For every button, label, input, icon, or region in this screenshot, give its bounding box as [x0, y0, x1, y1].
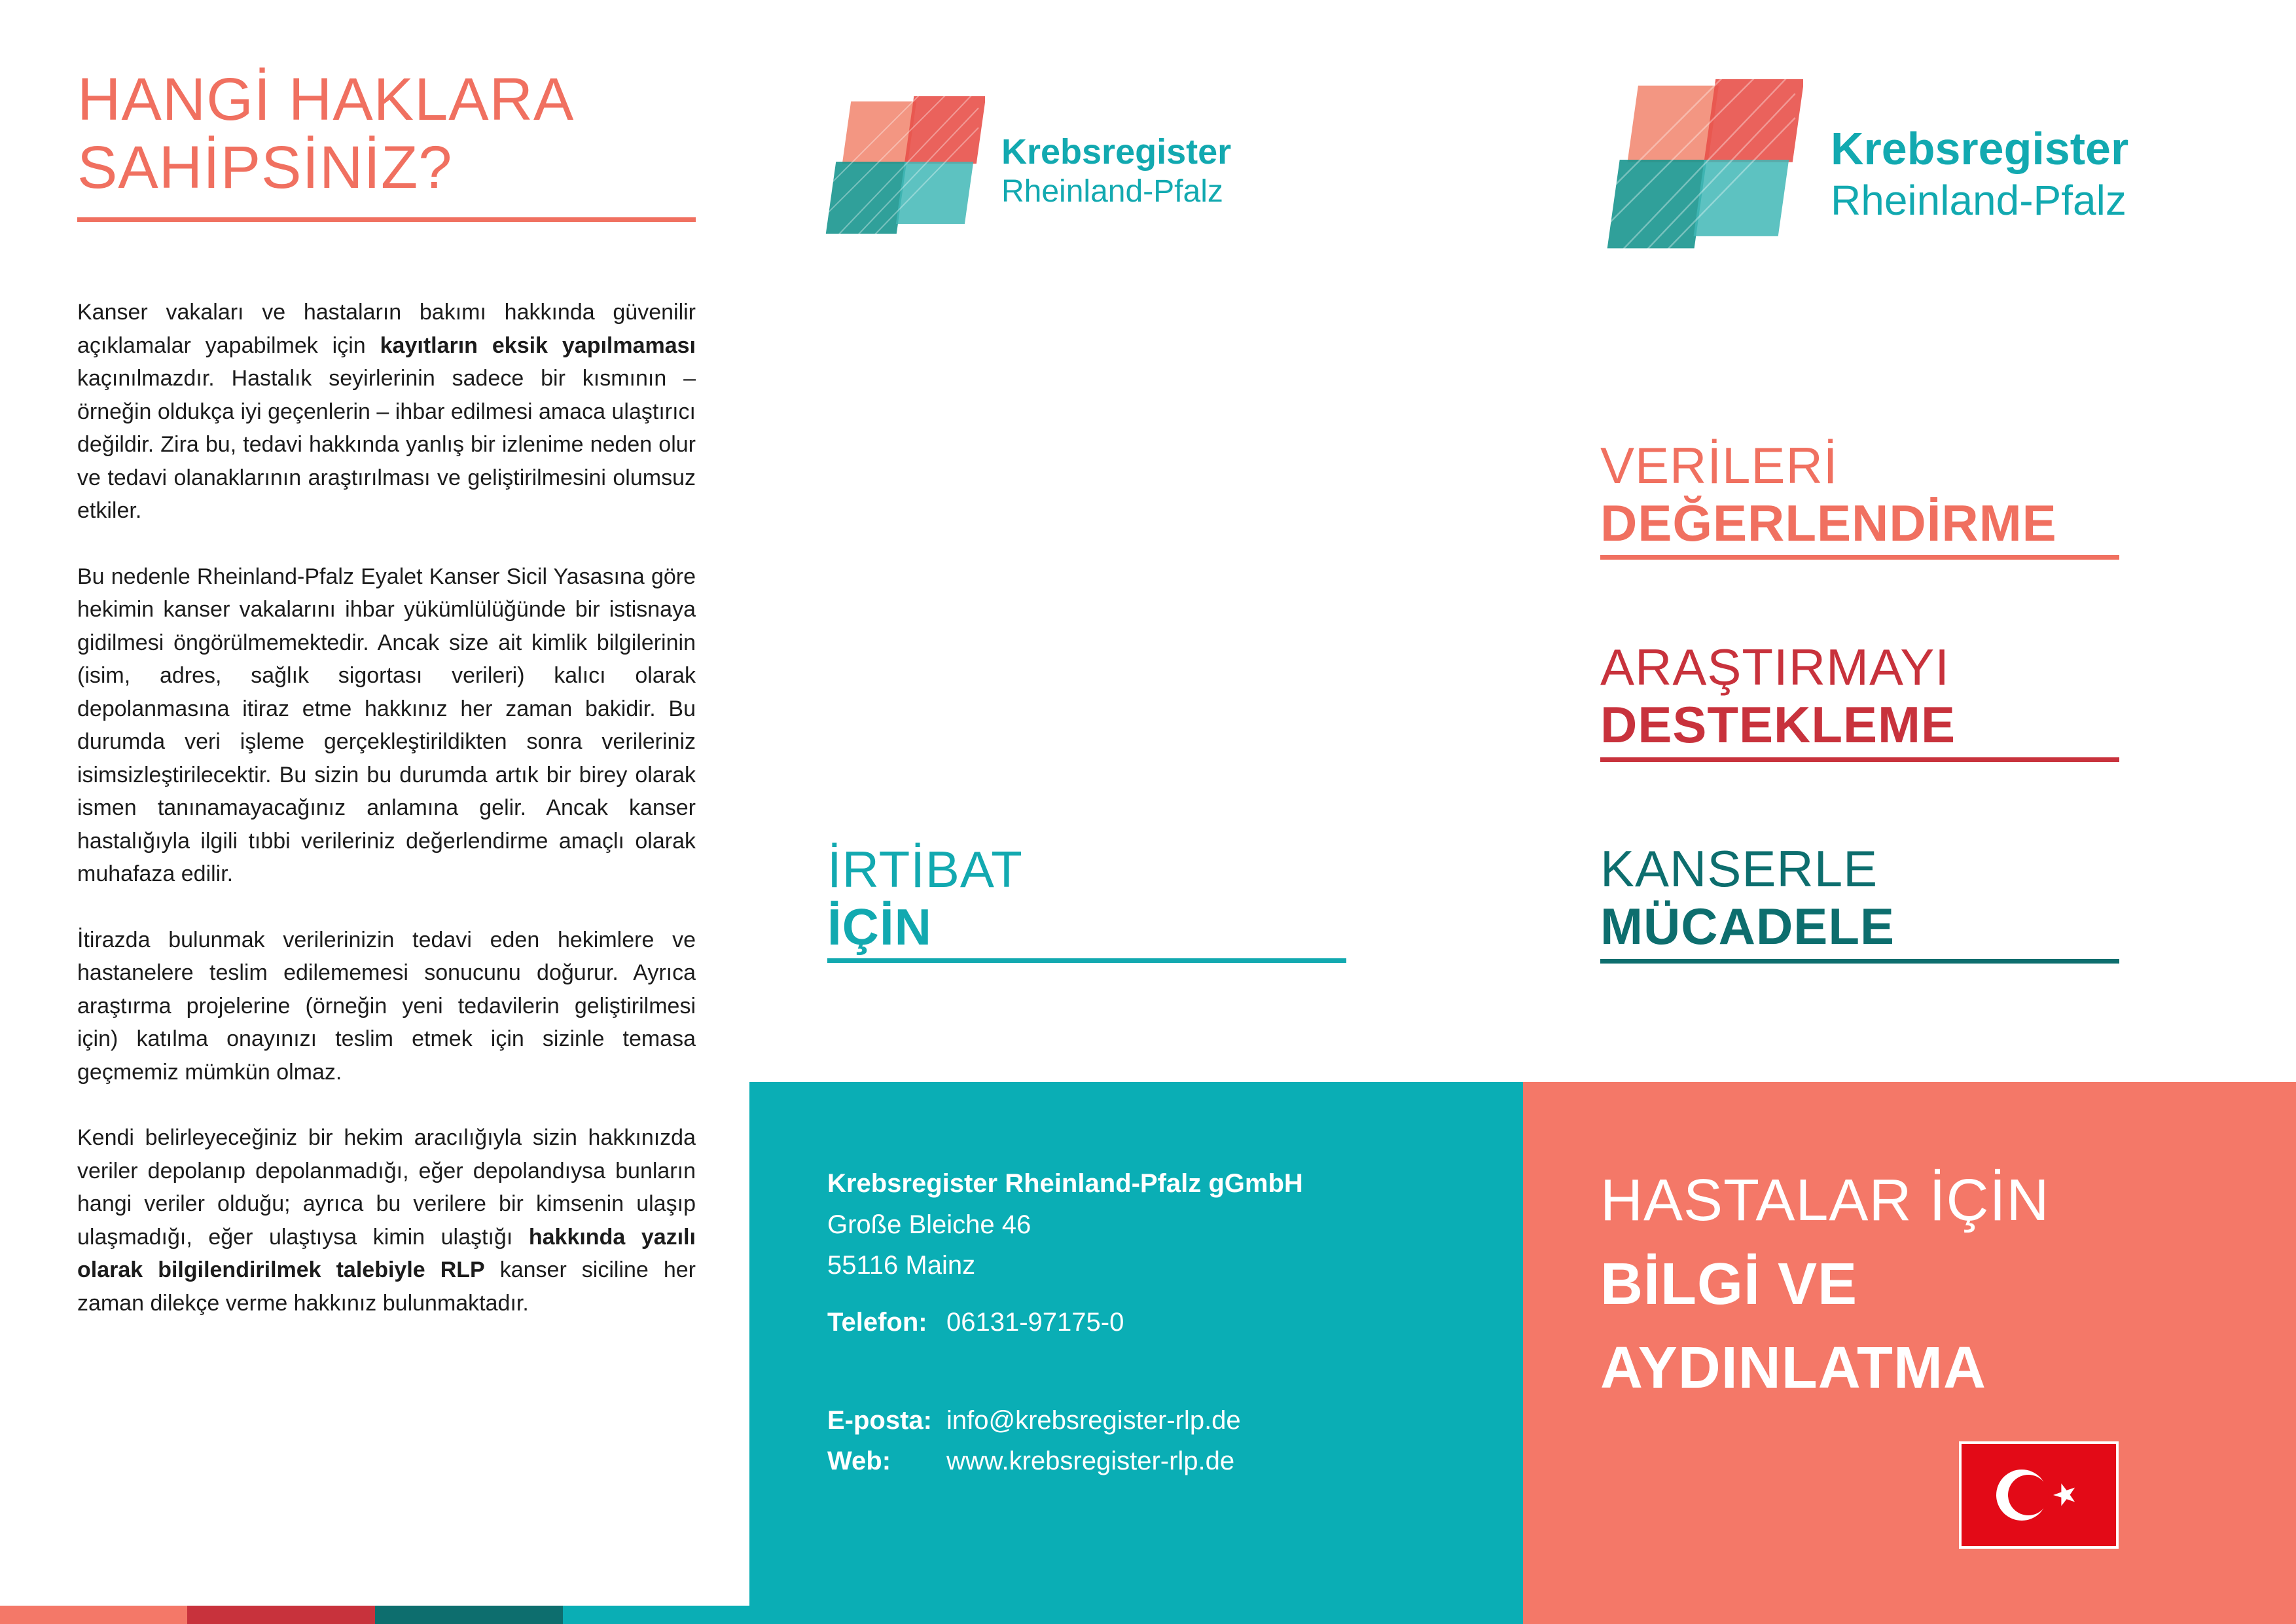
contact-phone	[827, 1308, 1124, 1337]
paragraph-3: İtirazda bulunmak verilerinizin tedavi eden hekimlere ve hastanelere teslim edilememesi sonucunu doğurur. Ayrıca araştırma projelerine (örneğin yeni tedavilerin geliştirilmesi için) katılma onayınızı teslim etmek için sizinle temasa geçmemiz mümkün olmaz.	[77, 927, 696, 1085]
stripe-salmon	[0, 1606, 187, 1624]
heading-evaluate-line-1: VERİLERİ	[1600, 437, 1839, 494]
cover-title-line-3: AYDINLATMA	[1600, 1335, 1986, 1401]
heading-research-line-1: ARAŞTIRMAYI	[1600, 638, 1950, 696]
contact-divider	[827, 958, 1346, 963]
cover-title-line-1: HASTALAR İÇİN	[1600, 1168, 2050, 1233]
page-title	[77, 65, 699, 202]
paragraph-2: Bu nedenle Rheinland-Pfalz Eyalet Kanser Sicil Yasasına göre hekimin kanser vakalarını ihbar yükümlülüğünde bir istisnaya gidilmesi öngörülmemektedir. Ancak size ait kimlik bilgilerinin (isim, adres, sağlık sigortası verileri) kalıcı olarak depolanmasına itiraz etme hakkınız her zaman bakidir. Bu durumda veri işleme gerçekleştirildikten sonra verileriniz isimsizleştirilecektir. Bu sizin bu durumda artık bir birey olarak ismen tanınamayacağınız anlamına gelir. Ancak kanser hastalığıyla ilgili tıbbi verileriniz değerlendirme amaçlı olarak muhafaza edilir.	[77, 564, 696, 886]
logo-middle	[815, 88, 1260, 252]
heading-evaluate-line-2: DEĞERLENDİRME	[1600, 494, 2057, 552]
contact-org: Krebsregister Rheinland-Pfalz gGmbH	[827, 1169, 1303, 1198]
cover-title	[1600, 1159, 2049, 1410]
stripe-teal	[563, 1606, 749, 1624]
paragraph-1-emphasis: kayıtların eksik yapılmaması	[380, 333, 696, 358]
contact-heading	[827, 840, 1023, 956]
email-link[interactable]: info@krebsregister-rlp.de	[946, 1406, 1241, 1435]
contact-city: 55116 Mainz	[827, 1251, 976, 1280]
paragraph-1-text-c: kaçınılmazdır. Hastalık seyirlerinin sadece bir kısmının – örneğin oldukça iyi geçenlerin – ihbar edilmesi amaca ulaştırıcı değildir. Zira bu, tedavi hakkında yanlış bir izlenime neden olur ve tedavi olanaklarının araştırılması ve geliştirilmesini olumsuz etkiler.	[77, 366, 696, 523]
contact-panel	[749, 1082, 1523, 1624]
email-label: E-posta:	[827, 1406, 932, 1435]
contact-email	[827, 1406, 1241, 1435]
web-link[interactable]: www.krebsregister-rlp.de	[946, 1447, 1235, 1475]
fight-divider	[1600, 959, 2119, 964]
heading-fight-line-1: KANSERLE	[1600, 840, 1878, 897]
stripe-red	[187, 1606, 375, 1624]
evaluate-divider	[1600, 555, 2119, 560]
heading-evaluate-data	[1600, 437, 2057, 552]
logo-right	[1594, 69, 2144, 278]
heading-fight-cancer	[1600, 840, 1895, 955]
stripe-dark-teal	[375, 1606, 563, 1624]
krebsregister-logo-icon-large	[1594, 69, 1803, 272]
paragraph-4-text-c: kanser siciline her zaman dilekçe verme hakkınız bulunmaktadır.	[77, 1257, 696, 1316]
contact-heading-line-2: İÇİN	[827, 898, 932, 956]
cover-title-line-2: BİLGİ VE	[1600, 1252, 1858, 1317]
rights-body-text	[77, 296, 696, 1352]
logo-name: Krebsregister	[1001, 132, 1232, 171]
paragraph-1-text-a: Kanser vakaları ve hastaların bakımı hakkında güvenilir açıklamalar yapabilmek için	[77, 300, 696, 358]
title-line-1: HANGİ HAKLARA	[77, 66, 575, 133]
research-divider	[1600, 757, 2119, 762]
heading-fight-line-2: MÜCADELE	[1600, 897, 1895, 955]
phone-value[interactable]: 06131-97175-0	[946, 1308, 1124, 1337]
title-divider	[77, 217, 696, 222]
contact-web	[827, 1447, 1234, 1476]
heading-research-line-2: DESTEKLEME	[1600, 696, 1956, 753]
krebsregister-logo-icon	[815, 88, 985, 252]
turkish-flag-icon	[1959, 1441, 2119, 1549]
phone-label: Telefon:	[827, 1308, 927, 1337]
logo-name-large: Krebsregister	[1831, 123, 2129, 174]
contact-heading-line-1: İRTİBAT	[827, 840, 1023, 898]
paragraph-4-text-a: Kendi belirleyeceğiniz bir hekim aracılığıyla sizin hakkınızda veriler depolanıp depolanmadığı, eğer depolandıysa bunların hangi veriler olduğu; ayrıca bu verilere bir kimsenin ulaşıp ulaşmadığı, eğer ulaştıysa kimin ulaştığı	[77, 1125, 696, 1250]
paragraph-1	[77, 296, 696, 528]
paragraph-4-emphasis: hakkında yazılı olarak bilgilendirilmek talebiyle RLP	[77, 1224, 696, 1282]
paragraph-4	[77, 1121, 696, 1320]
logo-subtitle-large: Rheinland-Pfalz	[1831, 177, 2126, 224]
logo-subtitle: Rheinland-Pfalz	[1001, 174, 1223, 209]
contact-street: Große Bleiche 46	[827, 1210, 1031, 1239]
heading-support-research	[1600, 638, 1956, 753]
web-label: Web:	[827, 1447, 891, 1475]
title-line-2: SAHİPSİNİZ?	[77, 134, 453, 201]
